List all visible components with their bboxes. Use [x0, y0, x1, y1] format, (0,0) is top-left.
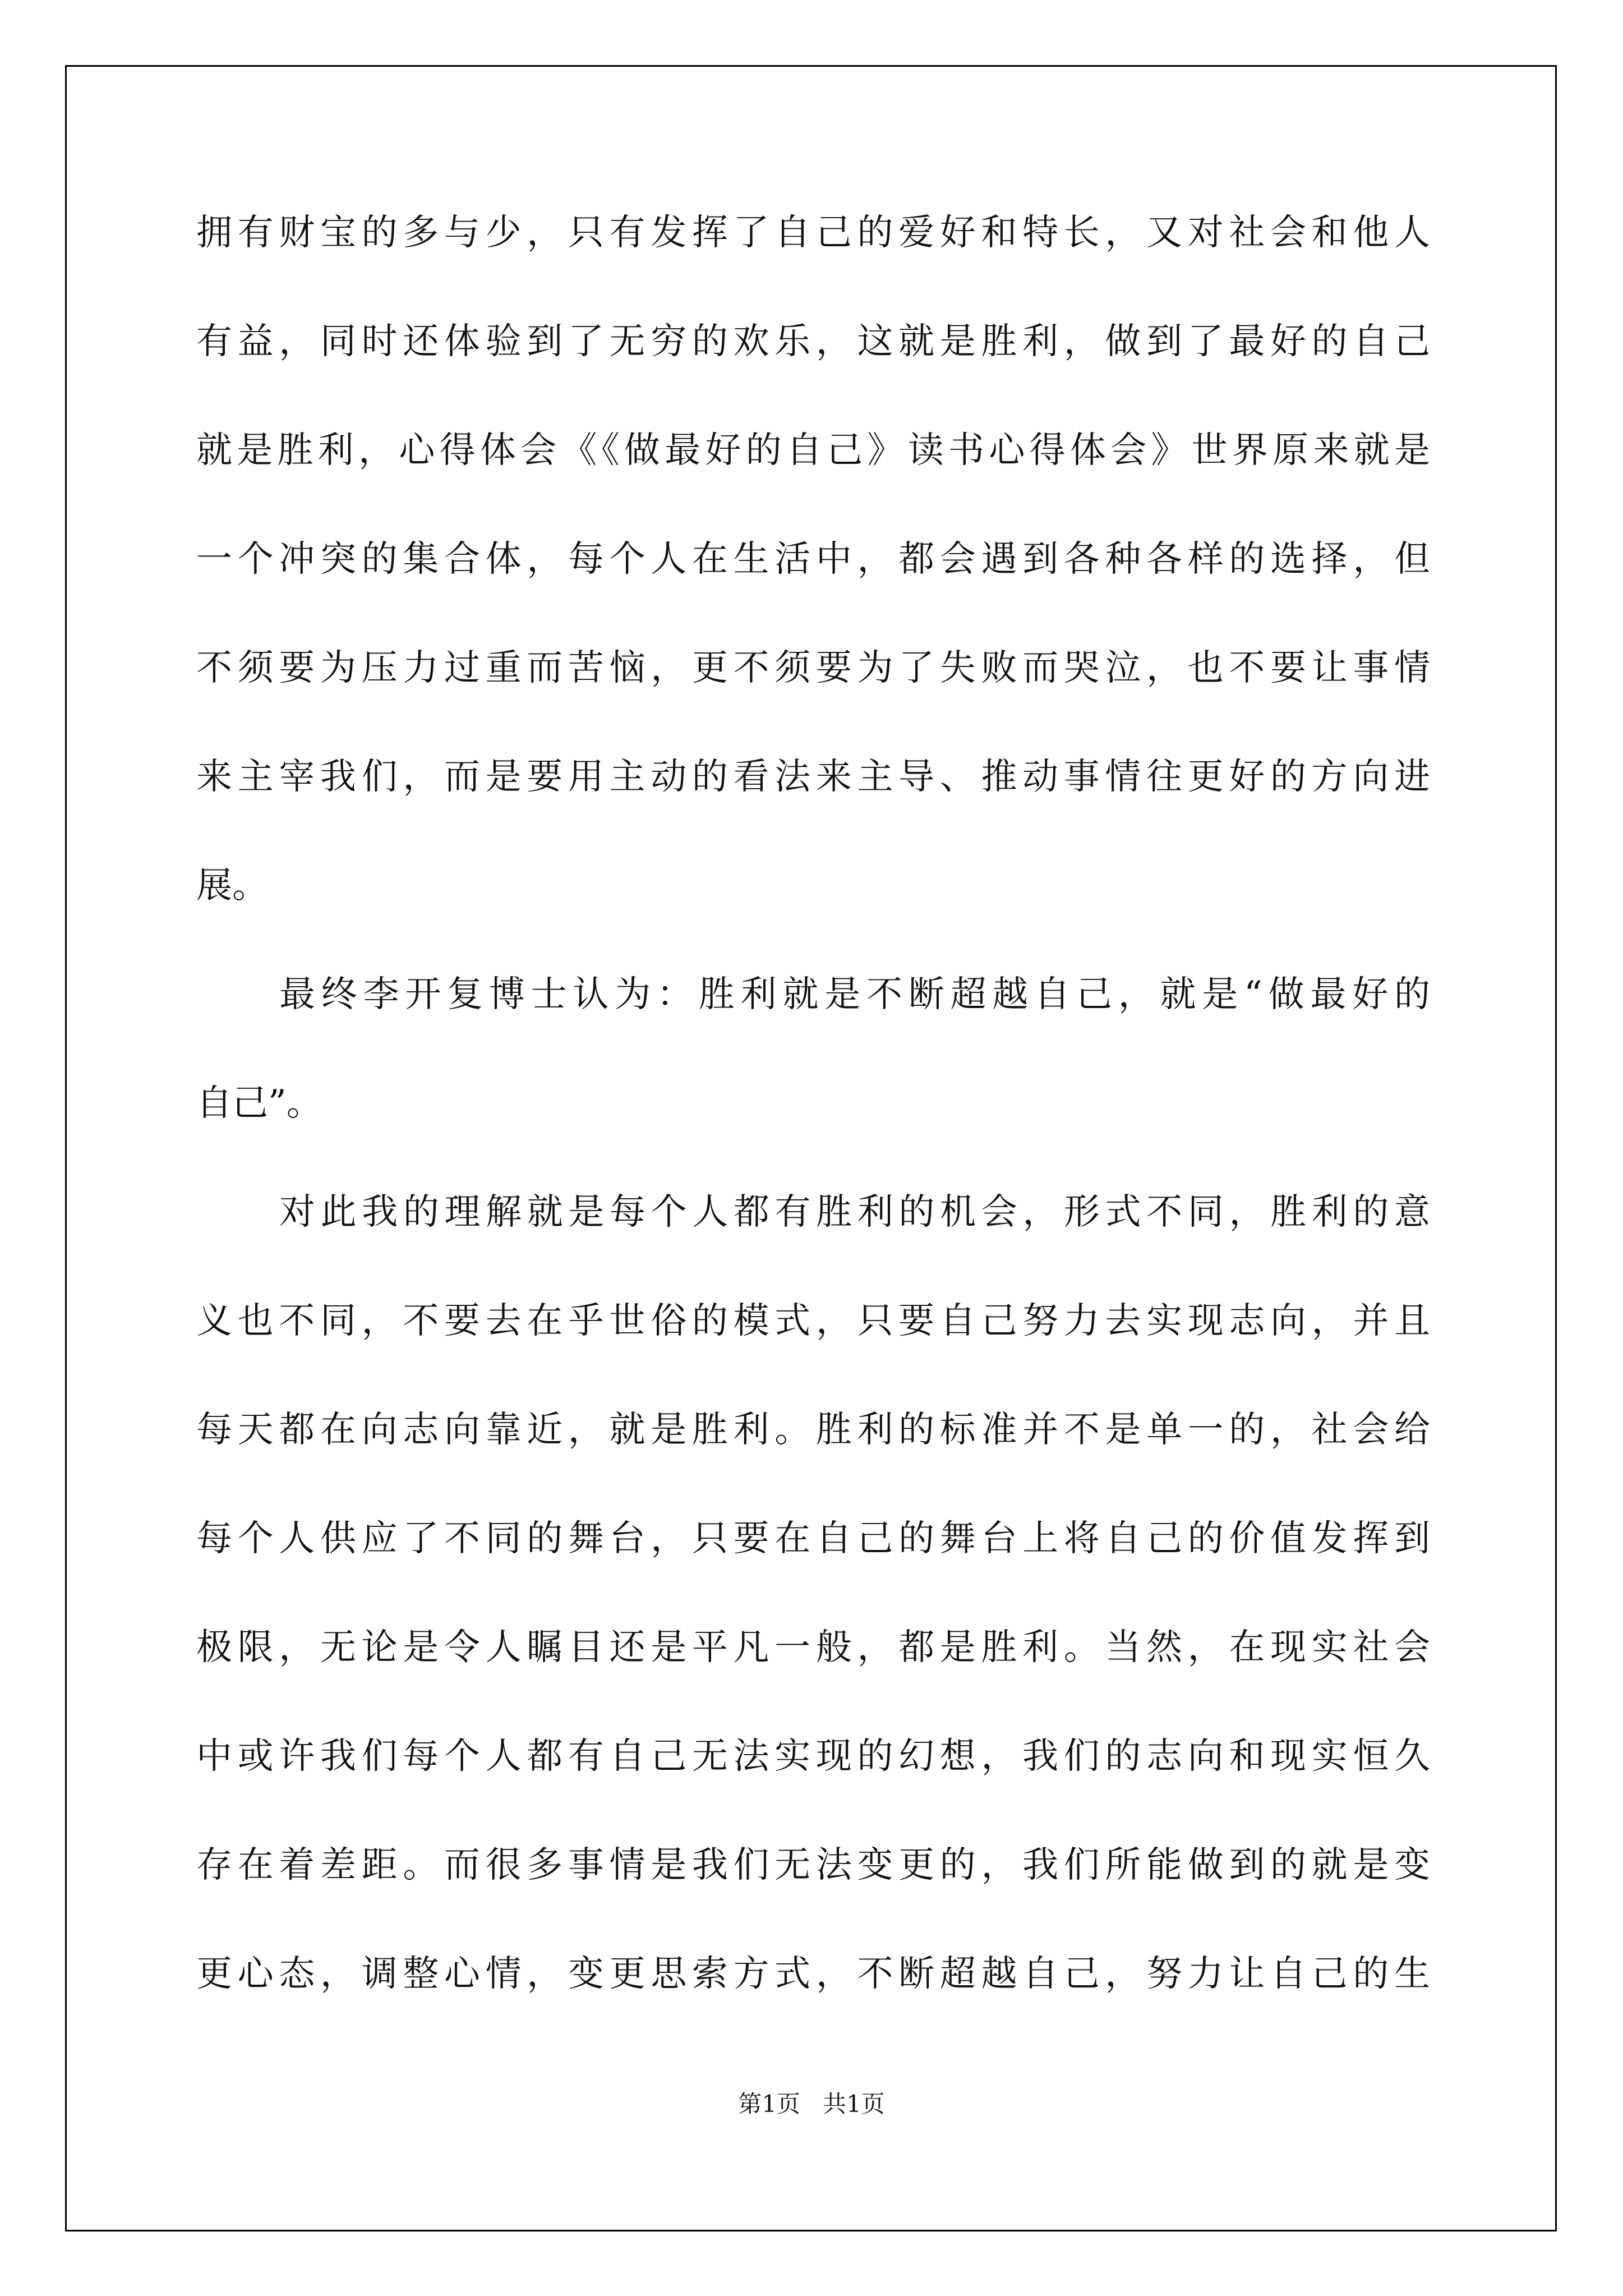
- body-line: 义也不同，不要去在乎世俗的模式，只要自己努力去实现志向，并且: [196, 1300, 1430, 1342]
- page-number-footer: 第1页 共1页: [738, 2090, 885, 2118]
- body-line: 不须要为压力过重而苦恼，更不须要为了失败而哭泣，也不要让事情: [196, 647, 1430, 689]
- body-line: 自己”。: [196, 1083, 322, 1124]
- body-line: 拥有财宝的多与少，只有发挥了自己的爱好和特长，又对社会和他人: [196, 212, 1430, 254]
- page-border: [65, 65, 1557, 2231]
- body-line: 每天都在向志向靠近，就是胜利。胜利的标准并不是单一的，社会给: [196, 1409, 1430, 1451]
- body-line: 存在着差距。而很多事情是我们无法变更的，我们所能做到的就是变: [196, 1844, 1430, 1886]
- body-line: 一个冲突的集合体，每个人在生活中，都会遇到各种各样的选择，但: [196, 539, 1430, 580]
- body-line: 更心态，调整心情，变更思索方式，不断超越自己，努力让自己的生: [196, 1953, 1430, 1995]
- body-line: 来主宰我们，而是要用主动的看法来主导、推动事情往更好的方向进: [196, 756, 1430, 798]
- body-line: 对此我的理解就是每个人都有胜利的机会，形式不同，胜利的意: [279, 1191, 1430, 1233]
- body-line: 中或许我们每个人都有自己无法实现的幻想，我们的志向和现实恒久: [196, 1736, 1430, 1777]
- body-line: 每个人供应了不同的舞台，只要在自己的舞台上将自己的价值发挥到: [196, 1518, 1430, 1559]
- body-line: 最终李开复博士认为：胜利就是不断超越自己，就是“做最好的: [279, 974, 1430, 1015]
- body-line: 有益，同时还体验到了无穷的欢乐，这就是胜利，做到了最好的自己: [196, 321, 1430, 362]
- body-line: 展。: [196, 865, 268, 907]
- body-line: 就是胜利，心得体会《《做最好的自己》读书心得体会》世界原来就是: [196, 430, 1430, 471]
- body-line: 极限，无论是令人瞩目还是平凡一般，都是胜利。当然，在现实社会: [196, 1627, 1430, 1668]
